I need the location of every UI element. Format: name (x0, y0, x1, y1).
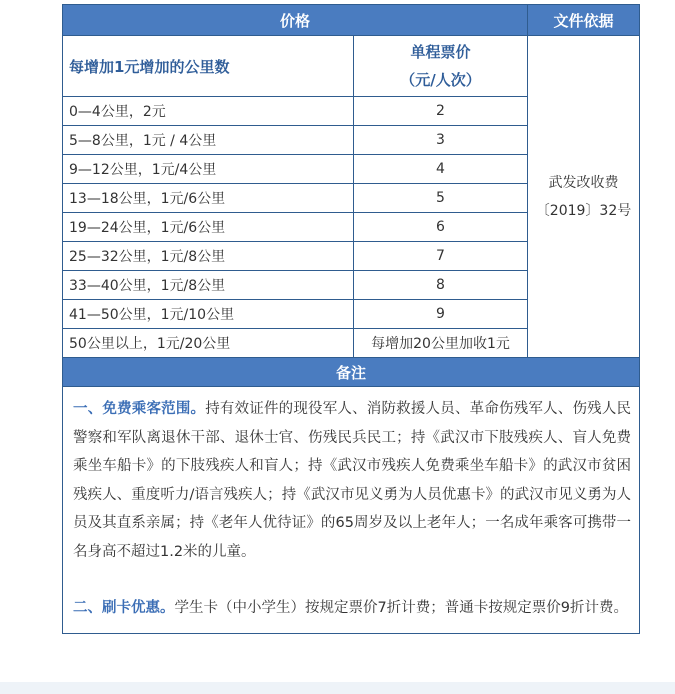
notes-title: 备注 (63, 358, 640, 387)
free-riders-text: 持有效证件的现役军人、消防救援人员、革命伤残军人、伤残人民警察和军队离退休干部、退休士官、伤残民兵民工；持《武汉市下肢残疾人、盲人免费乘坐车船卡》的下肢残疾人和盲人；持《武汉市残疾人免费乘坐车船卡》的武汉市贫困残疾人、重度听力/语言残疾人；持《武汉市见义勇为人员优惠卡》的武汉市见义勇为人员及其直系亲属；持《老年人优待证》的65周岁及以上老年人；一名成年乘客可携带一名身高不超过1.2米的儿童。 (73, 401, 632, 560)
fare-cell: 2 (354, 97, 528, 126)
basis-header: 文件依据 (528, 5, 640, 36)
range-cell: 0—4公里，2元 (63, 97, 354, 126)
card-discount-keyword: 二、刷卡优惠。 (73, 600, 175, 616)
fare-cell: 7 (354, 242, 528, 271)
page-bottom-band (0, 682, 675, 694)
range-cell: 13—18公里，1元/6公里 (63, 184, 354, 213)
subheader-row (63, 36, 640, 97)
range-cell: 25—32公里，1元/8公里 (63, 242, 354, 271)
fare-cell: 9 (354, 300, 528, 329)
fare-cell: 8 (354, 271, 528, 300)
basis-document: 武发改收费〔2019〕32号 (528, 36, 640, 358)
header-row (63, 5, 640, 36)
range-cell: 5—8公里，1元 / 4公里 (63, 126, 354, 155)
fare-table-container (62, 4, 639, 634)
free-riders-keyword: 一、免费乘客范围。 (73, 401, 206, 417)
fare-header (354, 36, 528, 97)
fare-header-line1: 单程票价 (410, 43, 471, 61)
fare-cell: 5 (354, 184, 528, 213)
card-discount-text: 学生卡（中小学生）按规定票价7折计费；普通卡按规定票价9折计费。 (174, 600, 628, 616)
range-cell: 9—12公里，1元/4公里 (63, 155, 354, 184)
fare-table (62, 4, 640, 634)
fare-header-line2: （元/人次） (400, 71, 481, 89)
notes-body (63, 387, 640, 634)
range-cell: 19—24公里，1元/6公里 (63, 213, 354, 242)
range-cell: 50公里以上，1元/20公里 (63, 329, 354, 358)
notes-paragraph-card-discount (73, 594, 631, 623)
notes-paragraph-free-riders (73, 395, 631, 566)
range-cell: 41—50公里，1元/10公里 (63, 300, 354, 329)
km-per-yuan-header: 每增加1元增加的公里数 (63, 36, 354, 97)
notes-header-row (63, 358, 640, 387)
fare-cell: 3 (354, 126, 528, 155)
fare-cell: 每增加20公里加收1元 (354, 329, 528, 358)
range-cell: 33—40公里，1元/8公里 (63, 271, 354, 300)
fare-cell: 6 (354, 213, 528, 242)
notes-row (63, 387, 640, 634)
fare-cell: 4 (354, 155, 528, 184)
price-header: 价格 (63, 5, 528, 36)
